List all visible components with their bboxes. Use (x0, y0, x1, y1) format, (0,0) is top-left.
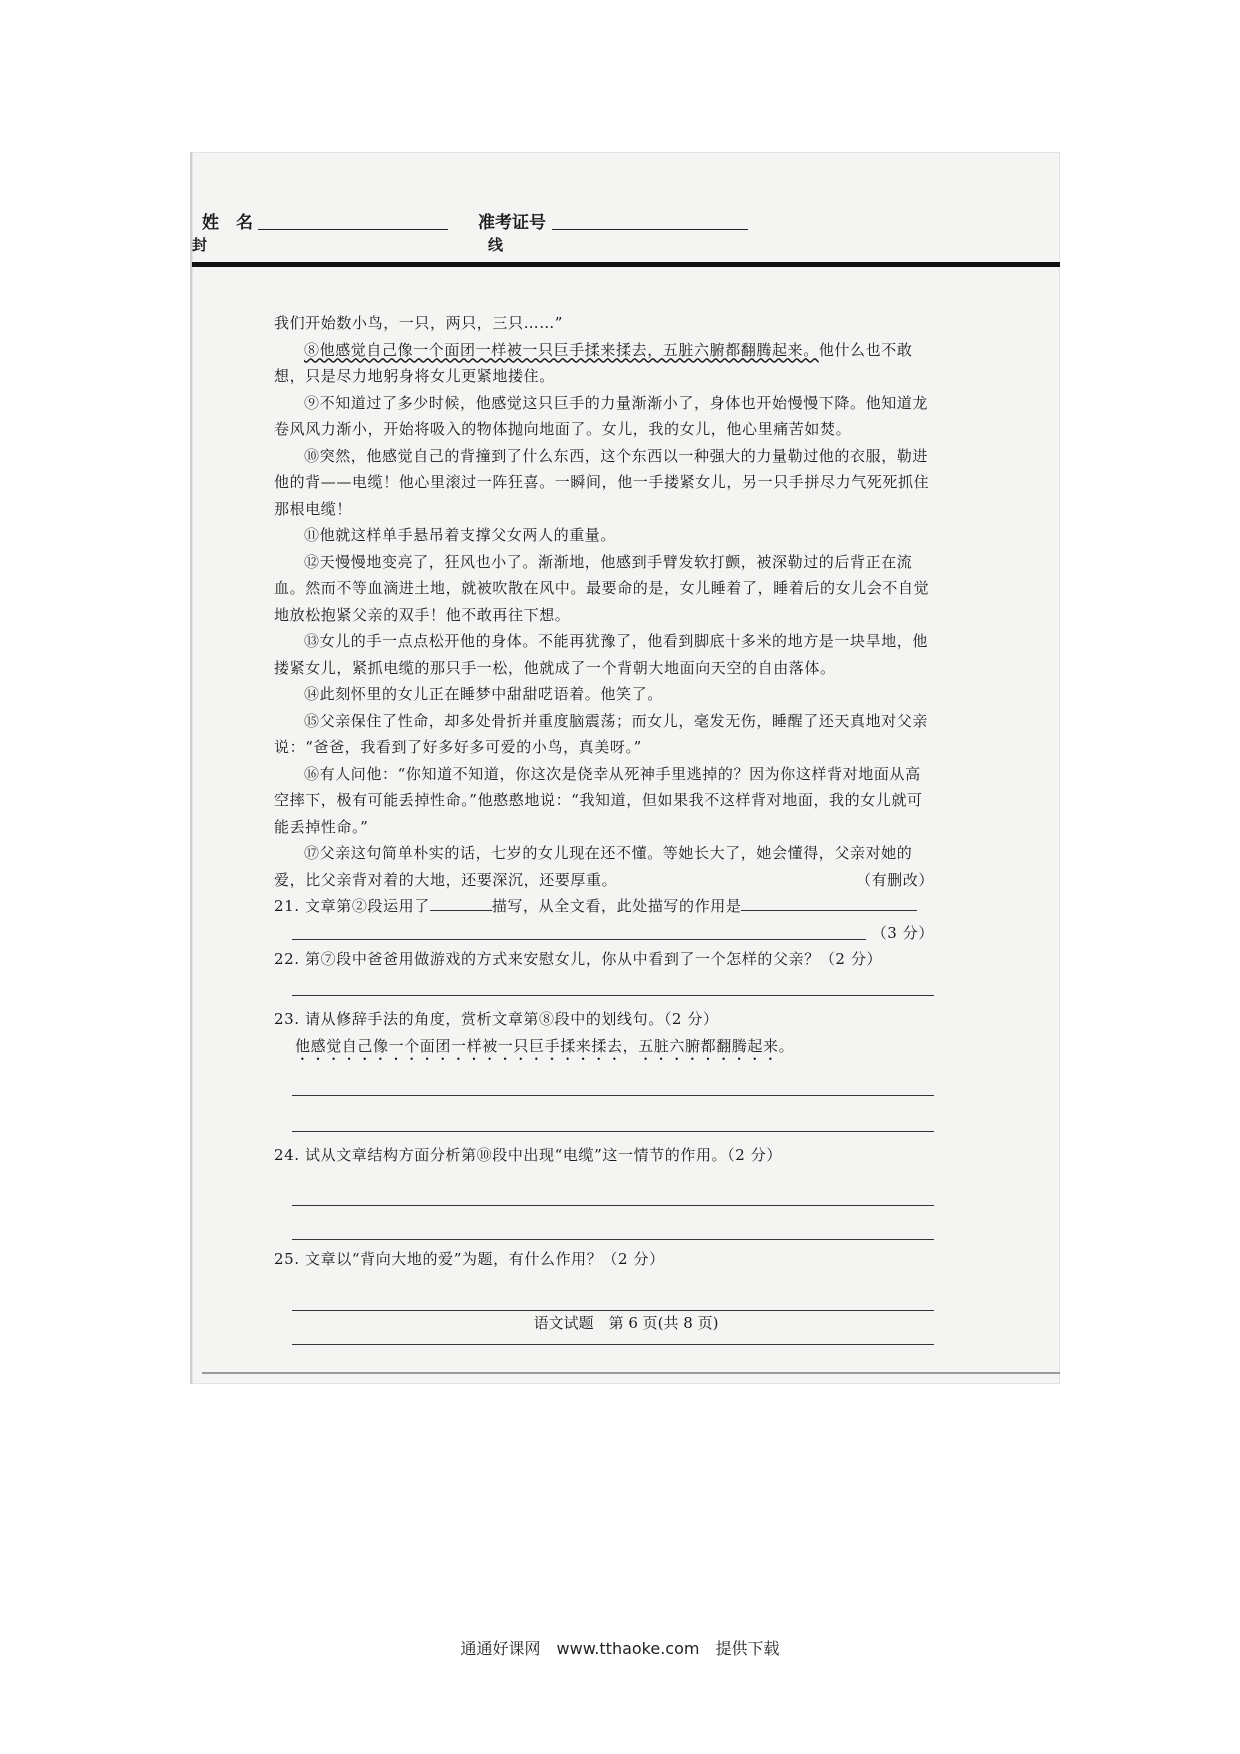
quote-text: 他感觉自己像一个面团一样被一只巨手揉来揉去，五脏六腑都翻腾起来。 (295, 1036, 795, 1055)
exam-id-field-line (552, 229, 748, 230)
answer-line[interactable] (292, 1343, 934, 1345)
exam-id-label: 准考证号 (478, 213, 546, 233)
name-label: 姓 名 (202, 213, 253, 233)
reading-passage (274, 310, 934, 1351)
answer-line[interactable] (292, 1309, 934, 1311)
passage-paragraph-8 (274, 337, 934, 390)
answer-blank[interactable] (741, 909, 917, 911)
answer-line[interactable] (292, 1238, 934, 1240)
underlined-sentence: ⑧他感觉自己像一个面团一样被一只巨手揉来揉去，五脏六腑都翻腾起来。 (304, 340, 819, 359)
download-watermark: 通通好课网 www.tthaoke.com 提供下载 (460, 1639, 780, 1658)
passage-paragraph-16: ⑯有人问他：“你知道不知道，你这次是侥幸从死神手里逃掉的？因为你这样背对地面从高空摔下，极有可能丢掉性命。”他憨憨地说：“我知道，但如果我不这样背对地面，我的女儿就可能丢掉性命。” (274, 764, 923, 836)
question-25: 25. 文章以“背向大地的爱”为题，有什么作用？（2 分） (274, 1250, 665, 1268)
exam-header (192, 202, 1060, 267)
passage-paragraph-9: ⑨不知道过了多少时候，他感觉这只巨手的力量渐渐小了，身体也开始慢慢下降。他知道龙卷风风力渐小，开始将吸入的物体抛向地面了。女儿，我的女儿，他心里痛苦如焚。 (274, 393, 929, 438)
answer-line[interactable] (292, 1204, 934, 1206)
line-char: 线 (488, 236, 504, 254)
question-24: 24. 试从文章结构方面分析第⑩段中出现“电缆”这一情节的作用。（2 分） (274, 1145, 782, 1164)
passage-paragraph: 我们开始数小鸟，一只，两只，三只……” (274, 314, 564, 332)
name-field-line (258, 229, 448, 230)
passage-paragraph-14: ⑭此刻怀里的女儿正在睡梦中甜甜呓语着。他笑了。 (304, 685, 663, 703)
passage-paragraph-13: ⑬女儿的手一点点松开他的身体。不能再犹豫了，他看到脚底十多米的地方是一块旱地，他搂紧女儿，紧抓电缆的那只手一松，他就成了一个背朝大地面向天空的自由落体。 (274, 632, 929, 677)
question-text: 描写，从全文看，此处描写的作用是 (491, 897, 742, 915)
quoted-sentence (274, 1033, 934, 1064)
seal-char: 封 (192, 236, 208, 254)
question-22-answer-area (274, 972, 934, 1006)
page-footer: 语文试题 第 6 页(共 8 页) (533, 1314, 719, 1332)
question-22: 22. 第⑦段中爸爸用做游戏的方式来安慰女儿，你从中看到了一个怎样的父亲？（2 分） (274, 949, 883, 968)
exam-sheet (190, 152, 1060, 1384)
passage-paragraph-15: ⑮父亲保住了性命，却多处骨折并重度脑震荡；而女儿，毫发无伤，睡醒了还天真地对父亲说：“爸爸，我看到了好多好多可爱的小鸟，真美呀。” (274, 711, 929, 756)
answer-line[interactable] (292, 938, 866, 940)
passage-paragraph-17 (274, 840, 934, 893)
passage-paragraph-10: ⑩突然，他感觉自己的背撞到了什么东西，这个东西以一种强大的力量勒过他的衣服，勒进他的背——电缆！他心里滚过一阵狂喜。一瞬间，他一手搂紧女儿，另一只手拼尽力气死死抓住那根电缆！ (274, 446, 930, 518)
paragraph-text: 他什么也不敢想，只是尽力地躬身将女儿更紧地搂住。 (274, 340, 913, 385)
revision-note: （有删改） (855, 870, 934, 889)
question-21 (274, 893, 934, 920)
question-24-answer-area (274, 1168, 934, 1246)
answer-line[interactable] (292, 1130, 934, 1132)
passage-paragraph-11: ⑪他就这样单手悬吊着支撑父女两人的重量。 (304, 526, 617, 544)
question-23: 23. 请从修辞手法的角度，赏析文章第⑧段中的划线句。（2 分） (274, 1010, 719, 1028)
paragraph-text: ⑰父亲这句简单朴实的话，七岁的女儿现在还不懂。等她长大了，她会懂得，父亲对她的爱，比父亲背对着的大地，还要深沉，还要厚重。 (274, 844, 913, 889)
question-score: （3 分） (871, 923, 934, 942)
question-21-answer-row (274, 920, 934, 946)
answer-blank[interactable] (430, 909, 492, 911)
question-text: 21. 文章第②段运用了 (274, 897, 430, 915)
answer-line[interactable] (292, 994, 934, 996)
question-23-answer-area (274, 1064, 934, 1142)
answer-line[interactable] (292, 1094, 934, 1096)
passage-paragraph-12: ⑫天慢慢地变亮了，狂风也小了。渐渐地，他感到手臂发软打颤，被深勒过的后背正在流血。然而不等血滴进土地，就被吹散在风中。最要命的是，女儿睡着了，睡着后的女儿会不自觉地放松抱紧父亲的双手！他不敢再往下想。 (274, 552, 930, 624)
